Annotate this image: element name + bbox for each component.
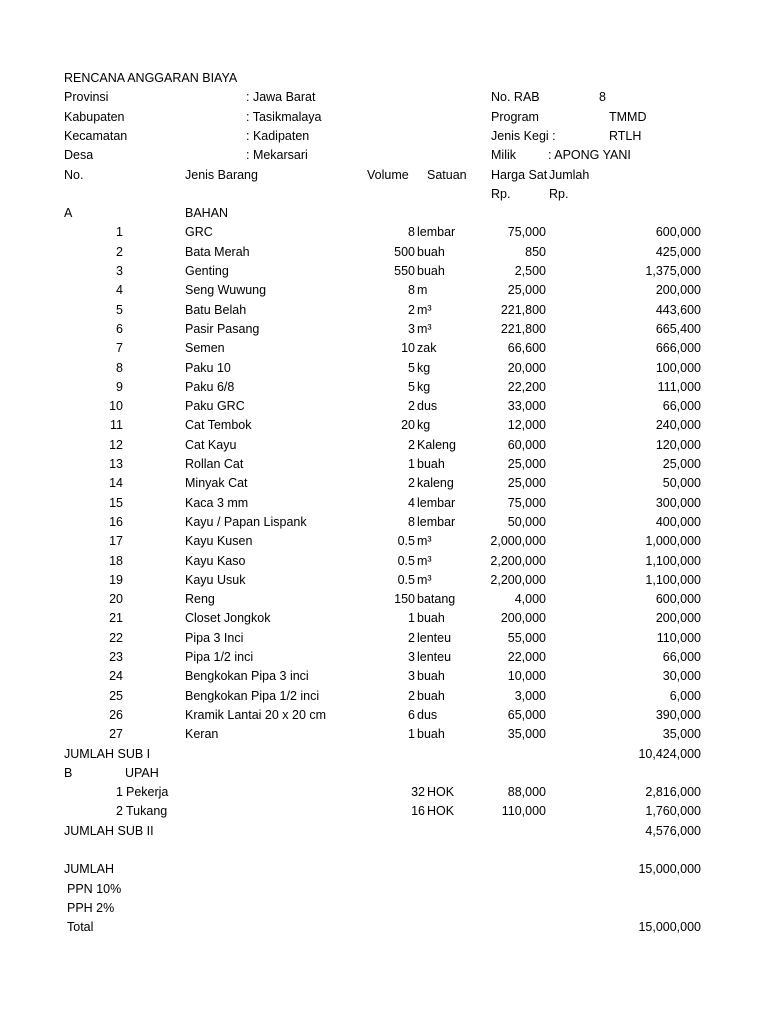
item-unit: HOK [427, 804, 455, 819]
item-qty: 5 [408, 360, 415, 375]
item-no: 1 [116, 225, 123, 240]
item-price: 25,000 [507, 457, 546, 471]
item-total: 66,000 [662, 650, 701, 664]
item-unit: zak [417, 341, 437, 356]
ppn-row [0, 880, 768, 899]
item-no: 25 [109, 688, 123, 703]
item-name: Kayu Kaso [185, 553, 246, 568]
item-total: 200,000 [655, 611, 701, 626]
item-no: 27 [109, 727, 123, 742]
item-price: 2,200,000 [490, 572, 546, 587]
item-unit: Kaleng [417, 437, 456, 452]
item-total: 1,100,000 [645, 553, 701, 568]
item-total: 30,000 [662, 669, 701, 684]
item-no: 14 [109, 476, 123, 491]
item-name: Bata Merah [185, 244, 250, 259]
item-price: 221,800 [500, 321, 546, 336]
item-unit: m³ [417, 321, 432, 336]
header-row [0, 127, 768, 146]
col-jenis-barang: Jenis Barang [185, 167, 258, 182]
item-price: 35,000 [507, 727, 546, 742]
section-name: UPAH [125, 765, 159, 780]
col-jumlah-unit: Rp. [549, 186, 569, 201]
section-code: A [64, 206, 73, 221]
item-qty: 150 [394, 592, 415, 607]
item-total: 25,000 [662, 457, 701, 471]
item-no: 18 [109, 553, 123, 568]
item-qty: 2 [408, 302, 415, 317]
item-qty: 10 [401, 341, 415, 356]
item-price: 75,000 [507, 225, 546, 240]
table-row [0, 436, 768, 455]
item-qty: 5 [408, 379, 415, 394]
header-value: : Mekarsari [246, 148, 308, 163]
item-total: 66,000 [662, 399, 701, 414]
col-satuan: Satuan [427, 167, 467, 182]
pph-row [0, 899, 768, 918]
col-harga-sat: Harga Sat [491, 167, 548, 182]
item-name: Cat Kayu [185, 437, 237, 452]
item-qty: 6 [408, 707, 415, 722]
item-price: 12,000 [507, 418, 546, 433]
table-row [0, 706, 768, 725]
item-unit: m [417, 283, 428, 298]
item-no: 8 [116, 360, 123, 375]
item-qty: 550 [394, 264, 415, 278]
item-unit: buah [417, 611, 445, 626]
item-no: 21 [109, 611, 123, 626]
item-unit: buah [417, 457, 445, 471]
jumlah-row [0, 860, 768, 879]
item-name: Genting [185, 264, 229, 278]
item-qty: 8 [408, 283, 415, 298]
item-name: Paku 10 [185, 360, 231, 375]
jumlah-label: JUMLAH [64, 862, 115, 877]
item-qty: 2 [408, 630, 415, 645]
item-total: 200,000 [655, 283, 701, 298]
table-row [0, 474, 768, 493]
item-name: Kaca 3 mm [185, 495, 249, 510]
table-row [0, 629, 768, 648]
item-price: 2,000,000 [490, 534, 546, 549]
header-label: Kabupaten [64, 109, 125, 124]
item-total: 1,000,000 [645, 534, 701, 549]
item-qty: 2 [408, 688, 415, 703]
item-total: 100,000 [655, 360, 701, 375]
item-price: 22,200 [507, 379, 546, 394]
total-value: 15,000,000 [638, 920, 701, 935]
item-unit: kaleng [417, 476, 454, 491]
item-total: 35,000 [662, 727, 701, 742]
item-no: 24 [109, 669, 123, 684]
item-total: 50,000 [662, 476, 701, 491]
header-label: Provinsi [64, 90, 109, 105]
item-name: Bengkokan Pipa 3 inci [185, 669, 309, 684]
item-no: 7 [116, 341, 123, 356]
item-price: 4,000 [514, 592, 546, 607]
table-row [0, 378, 768, 397]
item-total: 111,000 [657, 379, 701, 394]
col-volume: Volume [367, 167, 409, 182]
item-unit: dus [417, 399, 438, 414]
ppn-label: PPN 10% [67, 881, 122, 896]
table-row [0, 802, 768, 821]
item-price: 3,000 [514, 688, 546, 703]
item-name: Seng Wuwung [185, 283, 267, 298]
header-label: Desa [64, 148, 94, 163]
item-unit: batang [417, 592, 456, 607]
item-qty: 0.5 [397, 534, 415, 549]
table-row [0, 687, 768, 706]
header-right-label: Jenis Kegi : [491, 128, 556, 143]
item-unit: buah [417, 727, 445, 742]
item-qty: 500 [394, 244, 415, 259]
header-right-label: Program [491, 109, 539, 124]
item-total: 665,400 [655, 321, 701, 336]
item-price: 200,000 [500, 611, 546, 626]
section-b-row [0, 764, 768, 783]
table-row [0, 416, 768, 435]
item-no: 12 [109, 437, 123, 452]
item-total: 6,000 [669, 688, 701, 703]
col-harga-unit: Rp. [491, 186, 511, 201]
item-name: Tukang [126, 804, 168, 819]
item-qty: 0.5 [397, 553, 415, 568]
item-no: 1 [116, 785, 123, 800]
item-price: 2,200,000 [490, 553, 546, 568]
item-total: 400,000 [655, 514, 701, 529]
item-qty: 2 [408, 399, 415, 414]
item-name: Rollan Cat [185, 457, 244, 471]
item-unit: m³ [417, 534, 432, 549]
item-name: Cat Tembok [185, 418, 252, 433]
item-price: 2,500 [514, 264, 546, 278]
item-name: Kayu Usuk [185, 572, 246, 587]
item-name: Reng [185, 592, 215, 607]
item-name: Minyak Cat [185, 476, 248, 491]
item-total: 2,816,000 [645, 785, 701, 800]
item-total: 240,000 [655, 418, 701, 433]
table-row [0, 513, 768, 532]
item-price: 60,000 [507, 437, 546, 452]
item-no: 22 [109, 630, 123, 645]
header-label: Kecamatan [64, 128, 128, 143]
header-right-label: Milik [491, 148, 516, 163]
item-unit: lenteu [417, 650, 452, 664]
table-row [0, 281, 768, 300]
item-price: 110,000 [501, 804, 546, 819]
item-unit: lembar [417, 495, 456, 510]
item-name: Pekerja [126, 785, 169, 800]
item-total: 443,600 [655, 302, 701, 317]
item-name: Pipa 1/2 inci [185, 650, 254, 664]
item-qty: 20 [401, 418, 415, 433]
item-price: 50,000 [507, 514, 546, 529]
subtotal-row [0, 822, 768, 841]
table-row [0, 552, 768, 571]
header-right-value: TMMD [609, 109, 647, 124]
header-right-value: RTLH [609, 128, 642, 143]
header-row [0, 146, 768, 165]
item-name: Batu Belah [185, 302, 247, 317]
item-no: 17 [109, 534, 123, 549]
subtotal-label: JUMLAH SUB II [64, 823, 154, 838]
item-no: 2 [116, 804, 123, 819]
item-no: 2 [116, 244, 123, 259]
item-no: 26 [109, 707, 123, 722]
item-no: 9 [116, 379, 123, 394]
table-row [0, 320, 768, 339]
item-name: Paku 6/8 [185, 379, 235, 394]
column-header-row [0, 166, 768, 185]
header-row [0, 88, 768, 107]
header-right-value: 8 [599, 90, 606, 105]
table-row [0, 648, 768, 667]
table-row [0, 590, 768, 609]
item-price: 66,600 [507, 341, 546, 356]
item-qty: 1 [408, 457, 415, 471]
document-title: RENCANA ANGGARAN BIAYA [64, 71, 238, 85]
item-unit: lembar [417, 514, 456, 529]
item-price: 221,800 [500, 302, 546, 317]
item-no: 6 [116, 321, 123, 336]
col-jumlah: Jumlah [549, 167, 590, 182]
item-qty: 4 [408, 495, 415, 510]
item-total: 110,000 [656, 630, 701, 645]
item-qty: 3 [408, 321, 415, 336]
table-row [0, 609, 768, 628]
item-price: 55,000 [507, 630, 546, 645]
item-qty: 3 [408, 650, 415, 664]
item-unit: buah [417, 688, 445, 703]
section-code: B [64, 765, 73, 780]
item-qty: 0.5 [397, 572, 415, 587]
item-unit: m³ [417, 572, 432, 587]
item-price: 22,000 [507, 650, 546, 664]
item-no: 11 [110, 418, 123, 433]
item-total: 390,000 [655, 707, 701, 722]
item-price: 65,000 [507, 707, 546, 722]
item-name: Kayu / Papan Lispank [185, 514, 307, 529]
total-row [0, 918, 768, 937]
item-qty: 8 [408, 514, 415, 529]
item-unit: kg [417, 379, 431, 394]
table-row [0, 301, 768, 320]
item-total: 1,100,000 [645, 572, 701, 587]
table-row [0, 494, 768, 513]
total-label: Total [67, 920, 94, 935]
item-name: Paku GRC [185, 399, 245, 414]
item-name: Kayu Kusen [185, 534, 253, 549]
item-no: 15 [109, 495, 123, 510]
item-total: 300,000 [655, 495, 701, 510]
item-total: 600,000 [655, 225, 701, 240]
item-no: 23 [109, 650, 123, 664]
item-unit: kg [417, 360, 431, 375]
item-total: 600,000 [655, 592, 701, 607]
header-value: : Tasikmalaya [246, 109, 322, 124]
column-unit-row [0, 185, 768, 204]
item-qty: 1 [408, 611, 415, 626]
jumlah-value: 15,000,000 [638, 862, 701, 877]
item-name: Pasir Pasang [185, 321, 260, 336]
item-qty: 1 [408, 727, 415, 742]
item-no: 13 [109, 457, 123, 471]
subtotal-label: JUMLAH SUB I [64, 746, 151, 761]
table-row [0, 359, 768, 378]
header-row [0, 108, 768, 127]
table-row [0, 262, 768, 281]
table-row [0, 339, 768, 358]
table-row [0, 455, 768, 474]
item-price: 25,000 [507, 476, 546, 491]
header-right-value: : APONG YANI [548, 148, 631, 163]
item-unit: buah [417, 244, 445, 259]
item-unit: buah [417, 669, 445, 684]
table-row [0, 783, 768, 802]
item-price: 10,000 [507, 669, 546, 684]
item-price: 20,000 [507, 360, 546, 375]
item-no: 16 [109, 514, 123, 529]
item-no: 20 [109, 592, 123, 607]
item-no: 4 [116, 283, 123, 298]
item-total: 1,375,000 [645, 264, 701, 278]
table-row [0, 571, 768, 590]
col-no: No. [64, 167, 84, 182]
header-value: : Kadipaten [246, 128, 310, 143]
item-no: 3 [116, 264, 123, 278]
item-unit: dus [417, 707, 438, 722]
item-unit: kg [417, 418, 431, 433]
item-qty: 2 [408, 437, 415, 452]
table-row [0, 667, 768, 686]
section-name: BAHAN [185, 206, 229, 221]
item-name: Bengkokan Pipa 1/2 inci [185, 688, 320, 703]
item-qty: 8 [408, 225, 415, 240]
item-name: Semen [185, 341, 225, 356]
subtotal-row [0, 745, 768, 764]
pph-label: PPH 2% [67, 900, 115, 915]
item-qty: 16 [411, 804, 425, 819]
item-total: 666,000 [655, 341, 701, 356]
item-price: 75,000 [507, 495, 546, 510]
item-unit: buah [417, 264, 445, 278]
item-qty: 32 [411, 785, 425, 800]
item-name: Closet Jongkok [185, 611, 271, 626]
item-total: 425,000 [655, 244, 701, 259]
header-right-label: No. RAB [491, 90, 540, 105]
item-no: 19 [109, 572, 123, 587]
item-qty: 3 [408, 669, 415, 684]
item-name: GRC [185, 225, 213, 240]
item-unit: lenteu [417, 630, 452, 645]
item-no: 10 [109, 399, 123, 414]
item-price: 25,000 [507, 283, 546, 298]
item-no: 5 [116, 302, 123, 317]
item-name: Kramik Lantai 20 x 20 cm [185, 707, 327, 722]
subtotal-value: 10,424,000 [638, 746, 701, 761]
item-price: 88,000 [507, 785, 546, 800]
item-name: Pipa 3 Inci [185, 630, 244, 645]
table-row [0, 243, 768, 262]
item-unit: HOK [427, 785, 455, 800]
item-unit: m³ [417, 302, 432, 317]
table-row [0, 397, 768, 416]
item-name: Keran [185, 727, 219, 742]
item-price: 33,000 [507, 399, 546, 414]
subtotal-value: 4,576,000 [645, 823, 701, 838]
table-row [0, 532, 768, 551]
item-total: 1,760,000 [645, 804, 701, 819]
item-unit: lembar [417, 225, 456, 240]
title-row [0, 69, 768, 88]
item-qty: 2 [408, 476, 415, 491]
section-a-row [0, 204, 768, 223]
item-price: 850 [525, 244, 546, 259]
item-unit: m³ [417, 553, 432, 568]
item-total: 120,000 [655, 437, 701, 452]
header-value: : Jawa Barat [246, 90, 316, 105]
table-row [0, 725, 768, 744]
table-row [0, 223, 768, 242]
